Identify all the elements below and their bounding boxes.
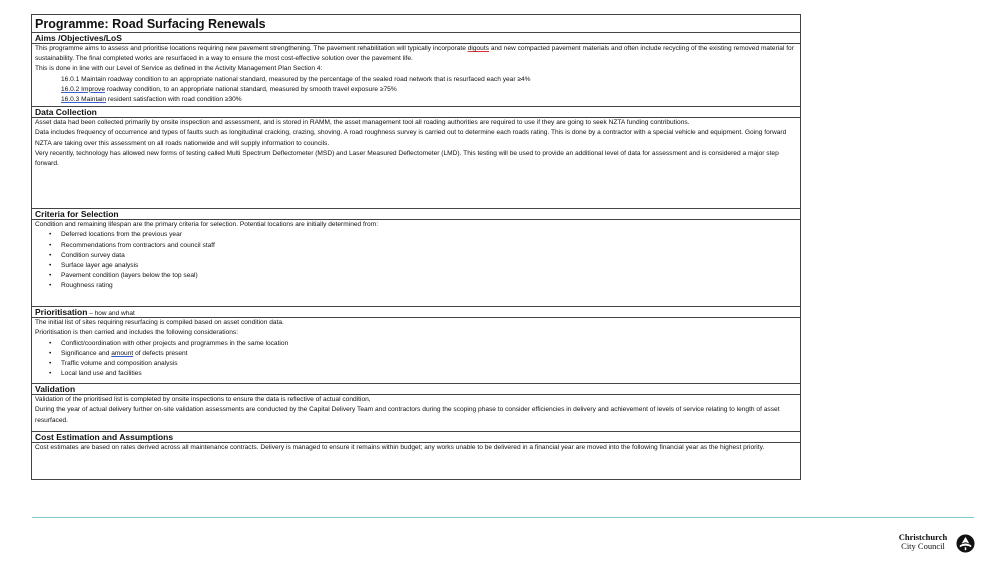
list-item: • Traffic volume and composition analysis bbox=[61, 359, 797, 369]
validation-paragraph-1: Validation of the prioritised list is completed by onsite inspections to ensure the data is reflective of actual condition, bbox=[35, 396, 371, 404]
criteria-list bbox=[35, 230, 797, 291]
list-item: • Significance and amount of defects present bbox=[61, 349, 797, 359]
prioritisation-paragraph-1: The initial list of sites requiring resurfacing is compiled based on asset condition data. bbox=[35, 319, 284, 327]
aims-heading: Aims /Objectives/LoS bbox=[32, 33, 800, 44]
digouts-word: digouts bbox=[467, 45, 489, 52]
criteria-body bbox=[32, 220, 800, 307]
prioritisation-body bbox=[32, 318, 800, 384]
list-item: • Conflict/coordination with other projects and programmes in the same location bbox=[61, 339, 797, 349]
footer-divider bbox=[32, 517, 974, 518]
ccc-logo-icon bbox=[956, 534, 975, 553]
prioritisation-heading: Prioritisation – how and what bbox=[32, 307, 800, 318]
list-item: • Pavement condition (layers below the top seal) bbox=[61, 271, 797, 281]
los-item-1: 16.0.1 Maintain roadway condition to an appropriate national standard, measured by the percentage of the sealed road network that is resurfaced each year ≥4% bbox=[61, 75, 531, 83]
christchurch-city-council-logo bbox=[893, 533, 978, 555]
validation-body bbox=[32, 395, 800, 432]
amount-word: amount bbox=[111, 349, 134, 357]
data-collection-paragraph-2: Data includes frequency of occurrence and types of faults such as longitudinal cracking, crazing, shoving. A road roughness survey is carried out to determine each roads rating. This is done by a contractor with a special vehicle and equipment. Going forward NZTA are taking over this assessment on all roads nationwide and will supply information to councils. bbox=[35, 129, 787, 147]
los-item-3: 16.0.3 Maintain resident satisfaction with road condition ≥30% bbox=[61, 96, 242, 104]
logo-wordmark bbox=[893, 533, 953, 551]
data-collection-heading: Data Collection bbox=[32, 107, 800, 118]
aims-body bbox=[32, 44, 800, 107]
list-item: • Recommendations from contractors and council staff bbox=[61, 241, 797, 251]
cost-heading: Cost Estimation and Assumptions bbox=[32, 432, 800, 443]
list-item: • Local land use and facilities bbox=[61, 369, 797, 379]
prioritisation-list bbox=[35, 339, 797, 380]
list-item: • Deferred locations from the previous year bbox=[61, 230, 797, 240]
prioritisation-paragraph-2: Prioritisation is then carried and includes the following considerations: bbox=[35, 329, 239, 337]
validation-paragraph-2: During the year of actual delivery further on-site validation assessments are conducted by the Capital Delivery Team and contractors during the scoping phase to consider efficiencies in delivery and achievement of levels of service relating to length of asset resurfaced. bbox=[35, 406, 780, 424]
aims-paragraph-1: This programme aims to assess and prioritise locations requiring new pavement strengthening. The pavement rehabilitation will typically incorporate digouts and new compacted pavement materials and often include recycling of the existing removed material for sustainability. The final completed works are resurfaced in a way to ensure the most cost-effective solution over the pavement life. bbox=[35, 45, 794, 63]
prioritisation-subheading: – how and what bbox=[87, 310, 135, 318]
logo-line-1: Christchurch bbox=[898, 532, 948, 542]
data-collection-paragraph-3: Very recently, technology has allowed new forms of testing called Multi Spectrum Deflectometer (MSD) and Laser Measured Deflectometer (LMD). This testing will be used to provide an additional level of data for assessment and is considered a major step forward. bbox=[35, 149, 779, 168]
data-collection-paragraph-1: Asset data had been collected primarily by onsite inspection and assessment, and is stored in RAMM, the asset management tool all roading authorities are required to use if they are going to seek NZTA funding contributions. bbox=[35, 119, 690, 127]
logo-line-2: City Council bbox=[901, 541, 945, 551]
list-item: • Roughness rating bbox=[61, 281, 797, 291]
programme-document bbox=[31, 14, 801, 480]
list-item: • Condition survey data bbox=[61, 251, 797, 261]
data-collection-body bbox=[32, 118, 800, 209]
list-item: • Surface layer age analysis bbox=[61, 261, 797, 271]
validation-heading: Validation bbox=[32, 384, 800, 395]
criteria-heading: Criteria for Selection bbox=[32, 209, 800, 220]
document-title: Programme: Road Surfacing Renewals bbox=[32, 15, 800, 33]
los-item-2: 16.0.2 Improve roadway condition, to an appropriate national standard, measured by smooth travel exposure ≥75% bbox=[61, 85, 397, 93]
criteria-intro: Condition and remaining lifespan are the primary criteria for selection. Potential locations are initially determined from: bbox=[35, 221, 379, 229]
cost-body bbox=[32, 443, 800, 479]
aims-paragraph-2: This is done in line with our Level of Service as defined in the Activity Management Plan Section 4: bbox=[35, 65, 323, 73]
cost-paragraph-1: Cost estimates are based on rates derived across all maintenance contracts. Delivery is managed to ensure it remains within budget; any works unable to be delivered in a financial year are moved into the following financial year as the highest priority. bbox=[35, 444, 765, 452]
